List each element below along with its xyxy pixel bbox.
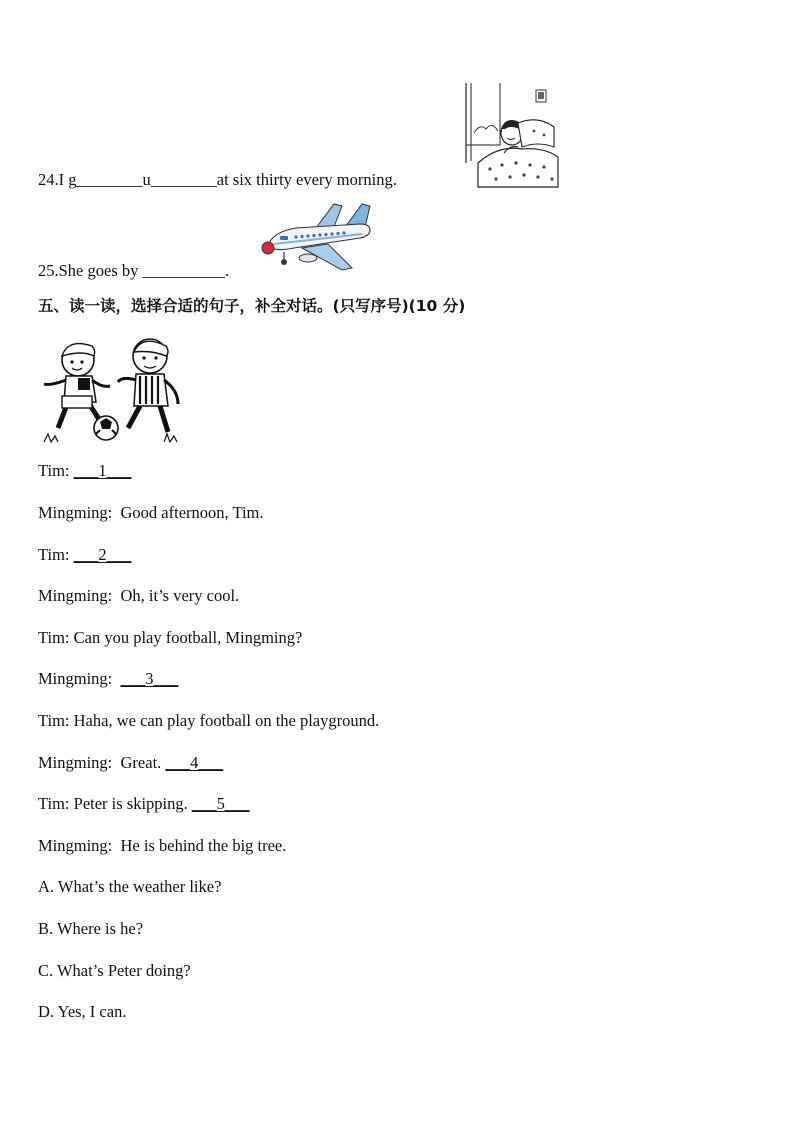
option-a: A. What’s the weather like?	[38, 877, 222, 896]
dialogue-speaker: Mingming:	[38, 503, 113, 522]
dialogue-speaker: Mingming:	[38, 586, 113, 605]
dialogue-line-8	[38, 753, 223, 773]
dialogue-speaker: Tim:	[38, 545, 70, 564]
wake-up-picture	[460, 83, 560, 188]
dialogue-text: Good afternoon, Tim.	[120, 503, 264, 522]
dialogue-line-6	[38, 669, 178, 689]
question-25: 25.She goes by __________.	[38, 261, 230, 280]
dialogue-speaker: Tim:	[38, 461, 70, 480]
answer-blank-2[interactable]: ___2___	[73, 545, 132, 564]
dialogue-line-2	[38, 503, 264, 523]
question-24: 24.I g________u________at six thirty every morning.	[38, 170, 397, 189]
section-five-heading: 五、读一读，选择合适的句子，补全对话。(只写序号)(10 分)	[38, 297, 466, 315]
dialogue-speaker: Mingming:	[38, 753, 113, 772]
dialogue-line-1	[38, 461, 131, 481]
dialogue-line-9	[38, 794, 250, 814]
dialogue-text: Haha, we can play football on the playground.	[73, 711, 380, 730]
answer-blank-4[interactable]: ___4___	[165, 753, 224, 772]
airplane-picture	[258, 198, 376, 280]
answer-blank-3[interactable]: ___3___	[120, 669, 179, 688]
dialogue-text: Peter is skipping.	[73, 794, 188, 813]
dialogue-speaker: Tim:	[38, 711, 70, 730]
dialogue-line-10	[38, 836, 286, 856]
dialogue-line-7	[38, 711, 379, 731]
dialogue-text: Can you play football, Mingming?	[73, 628, 303, 647]
dialogue-line-4	[38, 586, 239, 606]
option-b: B. Where is he?	[38, 919, 144, 938]
answer-blank-1[interactable]: ___1___	[73, 461, 132, 480]
dialogue-speaker: Tim:	[38, 628, 70, 647]
dialogue-text: Oh, it’s very cool.	[120, 586, 240, 605]
option-c: C. What’s Peter doing?	[38, 961, 191, 980]
dialogue-text: He is behind the big tree.	[120, 836, 287, 855]
dialogue-speaker: Mingming:	[38, 669, 113, 688]
option-d: D. Yes, I can.	[38, 1002, 127, 1021]
dialogue-text: Great.	[120, 753, 162, 772]
dialogue-line-3	[38, 545, 131, 565]
dialogue-speaker: Tim:	[38, 794, 70, 813]
boys-playing-football-picture	[40, 336, 190, 446]
answer-blank-5[interactable]: ___5___	[191, 794, 250, 813]
dialogue-line-5	[38, 628, 302, 648]
dialogue-speaker: Mingming:	[38, 836, 113, 855]
